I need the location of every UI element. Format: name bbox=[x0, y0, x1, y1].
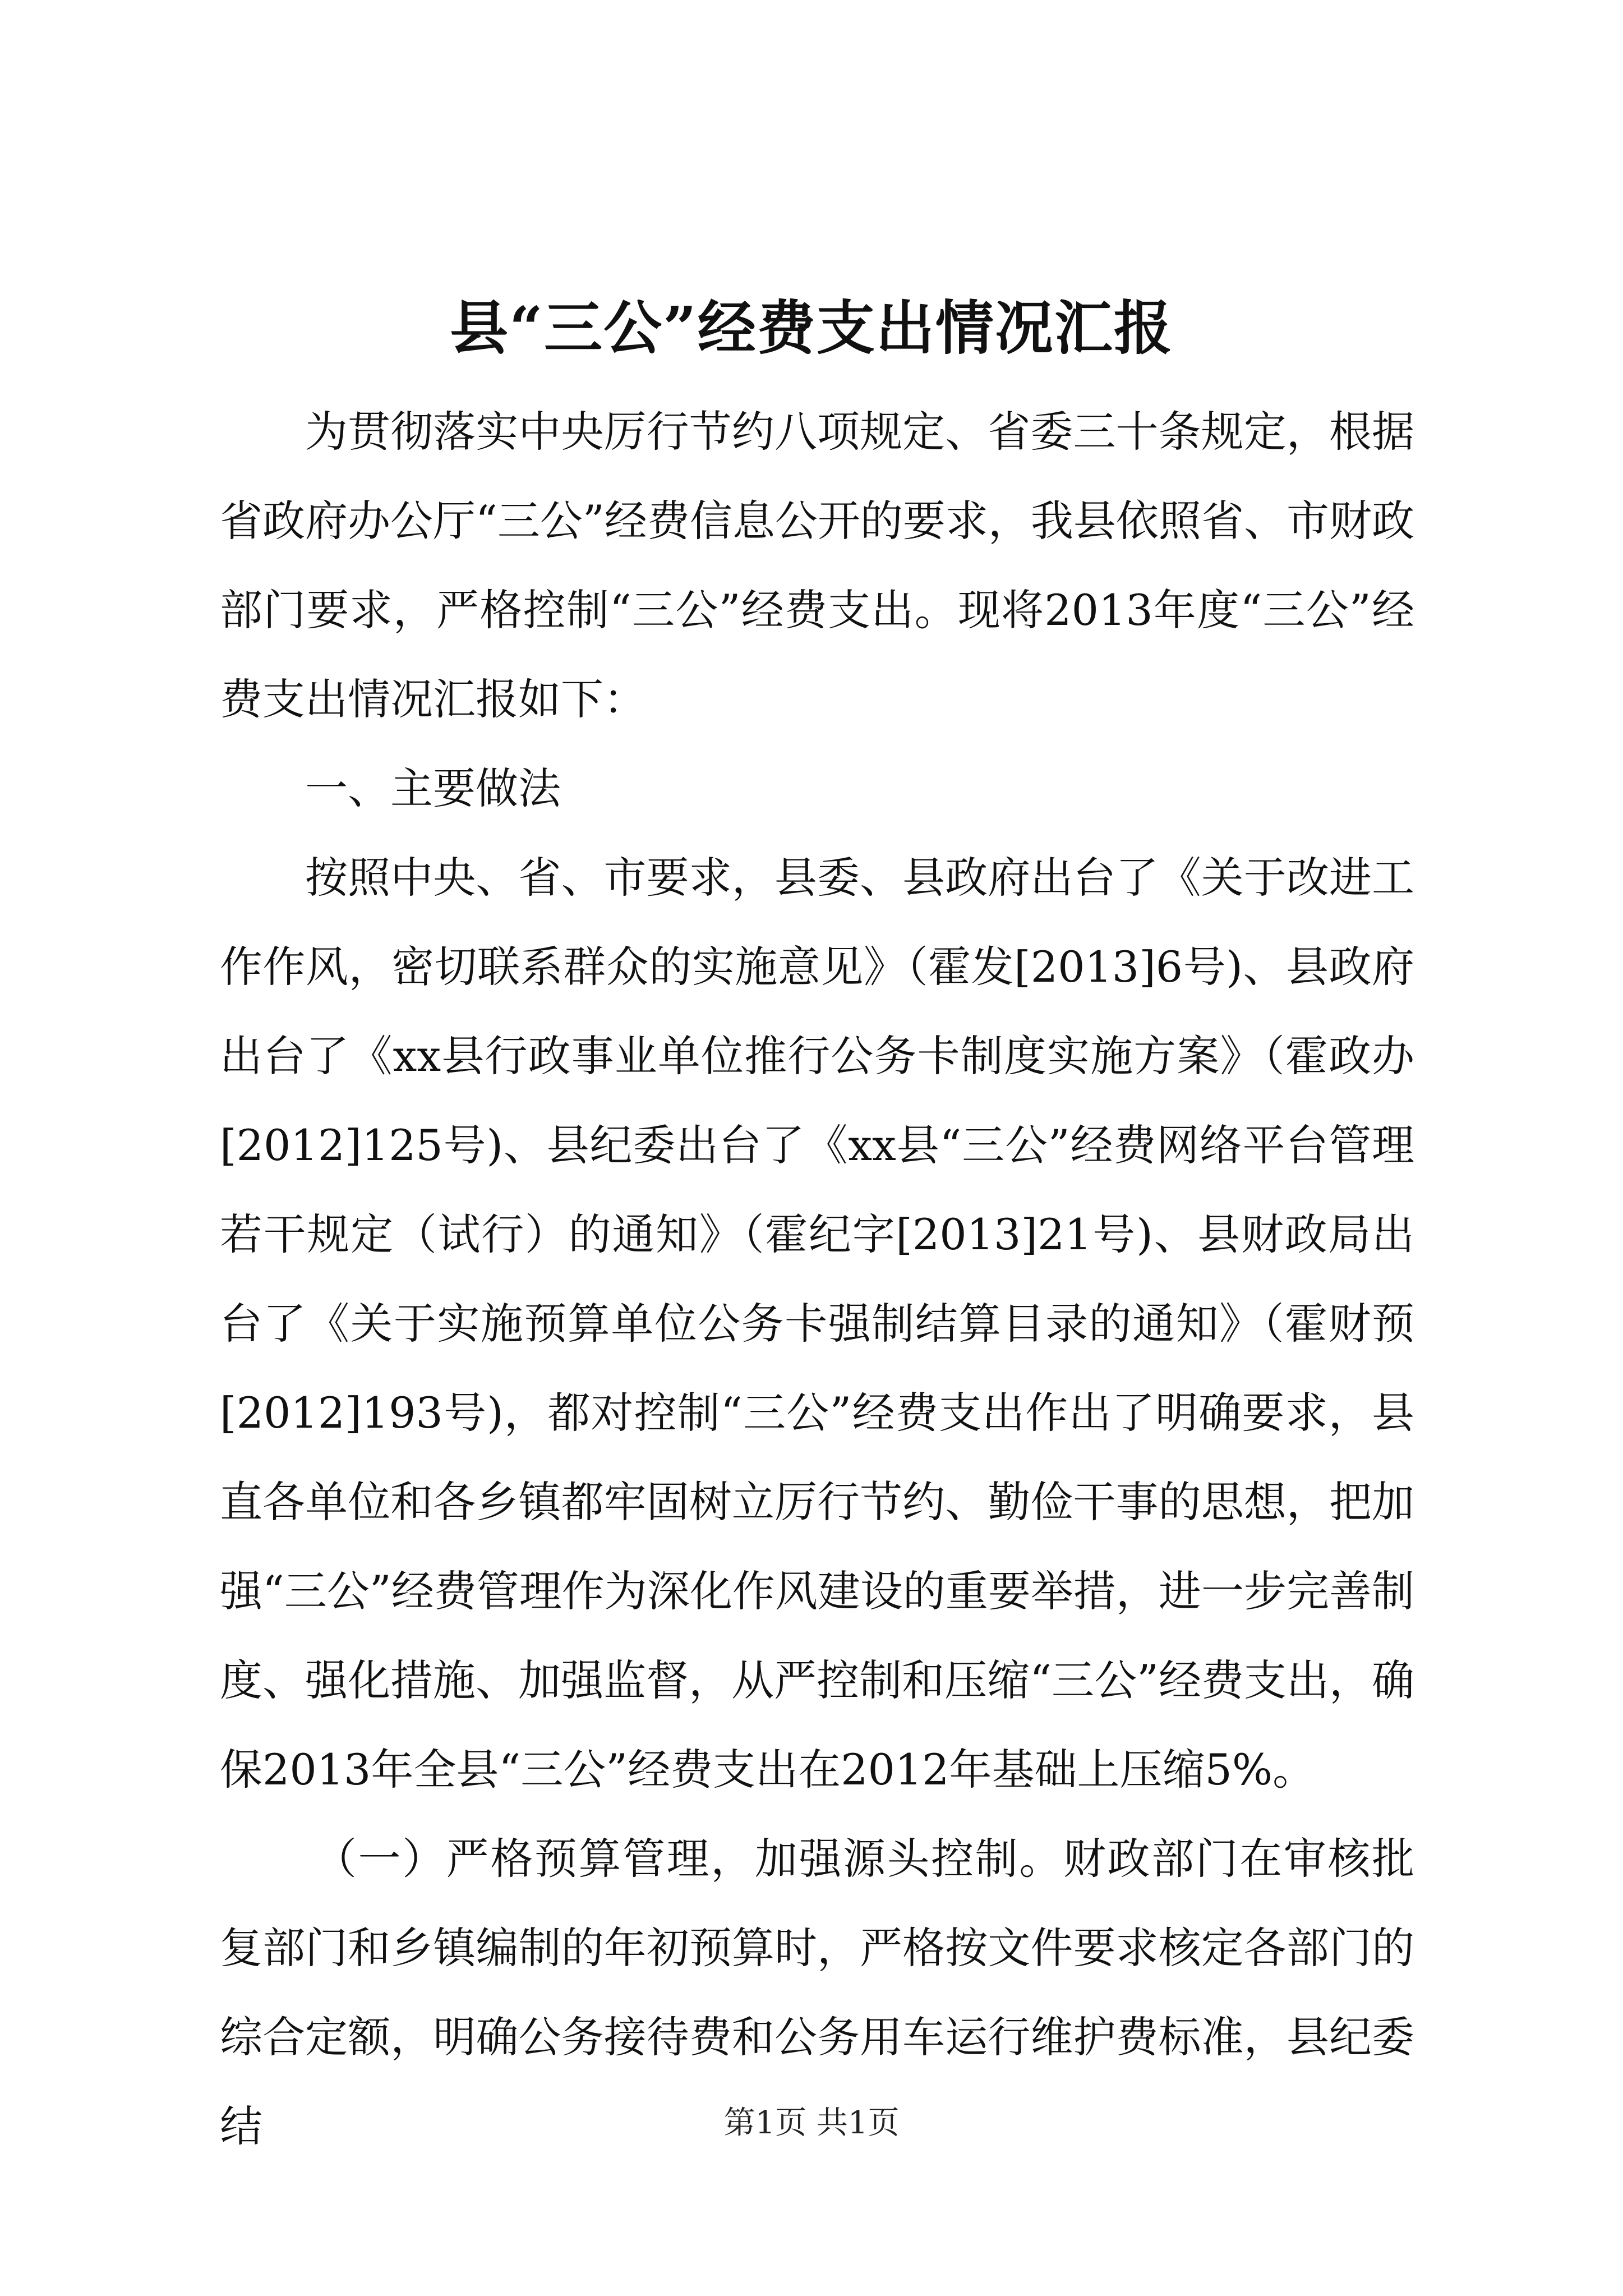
body-paragraph: 按照中央、省、市要求，县委、县政府出台了《关于改进工作作风，密切联系群众的实施意见》（霍发[2013]6号)、县政府出台了《xx县行政事业单位推行公务卡制度实施方案》（霍政办[2012]125号)、县纪委出台了《xx县“三公”经费网络平台管理若干规定（试行）的通知》（霍纪字[2013]21号)、县财政局出台了《关于实施预算单位公务卡强制结算目录的通知》（霍财预[2012]193号)，都对控制“三公”经费支出作出了明确要求，县直各单位和各乡镇都牢固树立厉行节约、勤俭干事的思想，把加强“三公”经费管理作为深化作风建设的重要举措，进一步完善制度、强化措施、加强监督，从严控制和压缩“三公”经费支出，确保2013年全县“三公”经费支出在2012年基础上压缩5%。 bbox=[220, 853, 1414, 1795]
page-number-footer: 第1页 共1页 bbox=[723, 2105, 900, 2141]
document-title: 县“三公”经费支出情况汇报 bbox=[450, 293, 1173, 362]
document-body bbox=[220, 387, 1414, 2171]
subsection-paragraph-budget-management: （一）严格预算管理，加强源头控制。财政部门在审核批复部门和乡镇编制的年初预算时，严格按文件要求核定各部门的综合定额，明确公务接待费和公务用车运行维护费标准，县纪委结 bbox=[220, 1834, 1414, 2151]
intro-paragraph: 为贯彻落实中央厉行节约八项规定、省委三十条规定，根据省政府办公厅“三公”经费信息公开的要求，我县依照省、市财政部门要求，严格控制“三公”经费支出。现将2013年度“三公”经费支出情况汇报如下： bbox=[220, 407, 1414, 724]
section-heading-main-practices: 一、主要做法 bbox=[305, 763, 561, 813]
